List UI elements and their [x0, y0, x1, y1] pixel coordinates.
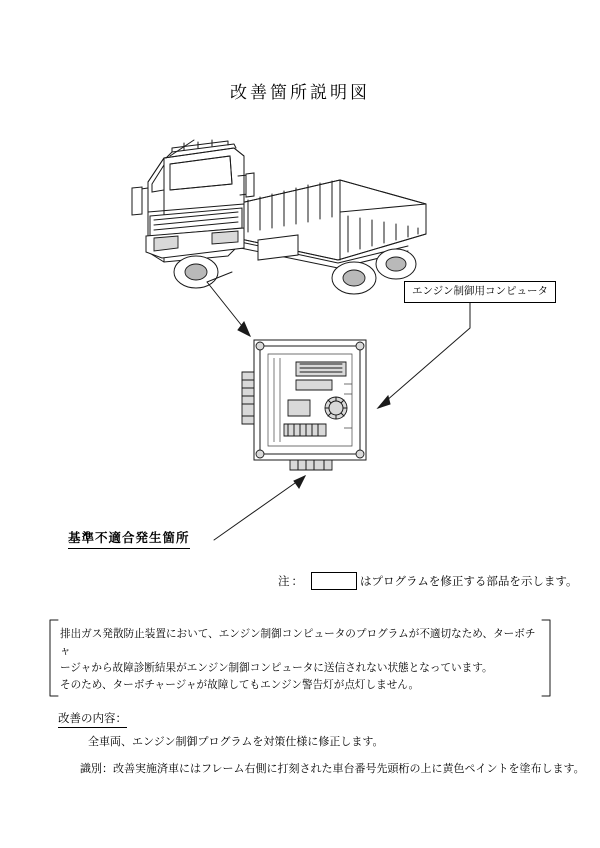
note-row — [278, 572, 577, 590]
defect-location-label: 基準不適合発生箇所 — [68, 528, 190, 549]
note-suffix: はプログラムを修正する部品を示します。 — [360, 574, 578, 588]
ecu-svg — [240, 328, 380, 478]
improvement-heading: 改善の内容： — [58, 710, 127, 728]
description-line-3: そのため、ターボチャージャが故障してもエンジン警告灯が点灯しません。 — [60, 679, 420, 692]
ecu-callout-label: エンジン制御用コンピュータ — [404, 281, 556, 303]
ecu-illustration — [240, 328, 380, 478]
note-prefix: 注： — [278, 574, 305, 588]
description-block — [46, 618, 554, 698]
truck-svg — [108, 112, 448, 322]
improvement-detail: 全車両、エンジン制御プログラムを対策仕様に修正します。 — [88, 735, 384, 748]
description-line-2: ージャから故障診断結果がエンジン制御コンピュータに送信されない状態となっています。 — [60, 662, 493, 675]
note-swatch-box — [311, 572, 357, 590]
identification-note: 識別：改善実施済車にはフレーム右側に打刻された車台番号先頭桁の上に黄色ペイントを塗布します。 — [80, 762, 585, 775]
truck-illustration — [108, 112, 448, 322]
page-title: 改善箇所説明図 — [230, 83, 370, 103]
description-text — [60, 626, 536, 695]
description-line-1: 排出ガス発散防止装置において、エンジン制御コンピュータのプログラムが不適切なため、ターボチャ — [60, 628, 536, 658]
